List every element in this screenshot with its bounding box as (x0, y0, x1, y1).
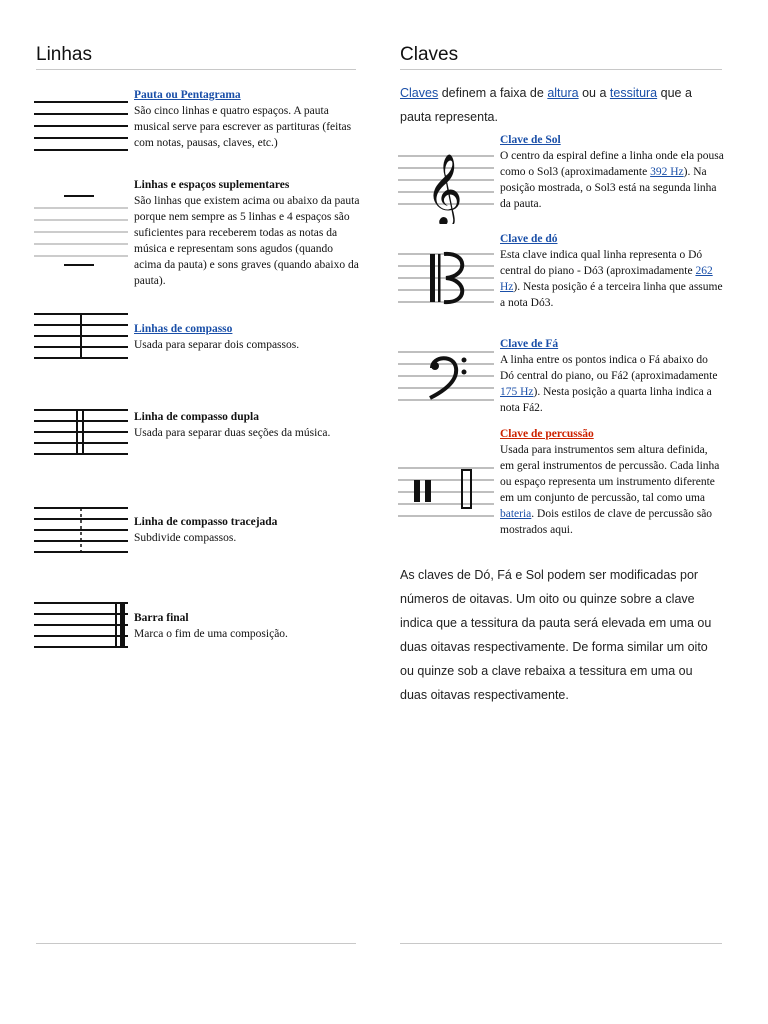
double-bar-line-icon (34, 408, 128, 458)
bar-line-icon (34, 312, 128, 362)
clave-fa-link[interactable]: Clave de Fá (500, 338, 559, 350)
clave-fa-desc-a: A linha entre os pontos indica o Fá abaixo do Dó central do piano, ou Fá2 (aproximadamente (500, 354, 718, 382)
claves-link[interactable]: Claves (400, 86, 439, 100)
clave-do-desc-b: ). Nesta posição é a terceira linha que assume a nota Dó3. (500, 281, 723, 309)
pauta-desc: São cinco linhas e quatro espaços. A pauta musical serve para escrever as partituras (feitas com notas, pausas, claves, etc.) (134, 105, 352, 149)
percussion-clef-icon (398, 464, 494, 520)
clave-sol-desc-b: ). Na posição mostrada, o Sol3 está na segunda linha da pauta. (500, 166, 717, 210)
item-barra-final (134, 610, 356, 642)
clave-do-link[interactable]: Clave de dó (500, 233, 558, 245)
item-clave-fa (500, 336, 724, 416)
right-bottom-rule (400, 943, 722, 944)
suplementares-desc: São linhas que existem acima ou abaixo da pauta porque nem sempre as 5 linhas e 4 espaços são suficientes para receberem todas as notas da música e representam sons agudos (quando acima da pauta) e sons graves (quando abaixo da pauta). (134, 195, 360, 287)
dashed-bar-line-icon (34, 506, 128, 556)
item-pauta (134, 87, 356, 151)
item-compasso-dupla (134, 409, 356, 441)
pauta-link[interactable]: Pauta ou Pentagrama (134, 89, 241, 101)
item-suplementares (134, 177, 360, 289)
claves-intro (400, 81, 722, 129)
clave-percussao-desc-b: . Dois estilos de clave de percussão são mostrados aqui. (500, 508, 713, 536)
item-clave-sol (500, 132, 724, 212)
treble-clef-glyph: 𝄞 (426, 152, 463, 224)
linhas-heading: Linhas (36, 44, 92, 65)
clave-sol-desc-a: O centro da espiral define a linha onde ela pousa como o Sol3 (aproximadamente (500, 150, 724, 178)
clave-percussao-link[interactable]: Clave de percussão (500, 428, 594, 440)
tessitura-link[interactable]: tessitura (609, 86, 658, 100)
compasso-dupla-desc: Usada para separar duas seções da música. (134, 427, 331, 439)
bateria-link[interactable]: bateria (500, 508, 532, 520)
item-clave-do (500, 231, 724, 311)
clave-do-desc-a: Esta clave indica qual linha representa o Dó central do piano - Dó3 (aproximadamente (500, 249, 703, 277)
hz-392-link[interactable]: 392 Hz (650, 166, 684, 178)
item-compasso (134, 321, 356, 353)
item-compasso-tracejada (134, 514, 356, 546)
hz-262-link[interactable]: 262 Hz (500, 265, 713, 293)
clave-fa-desc-b: ). Nesta posição a quarta linha indica a nota Fá2. (500, 386, 712, 414)
altura-link[interactable]: altura (547, 86, 579, 100)
left-bottom-rule (36, 943, 356, 944)
barra-final-desc: Marca o fim de uma composição. (134, 628, 288, 640)
staff-pentagram-icon (34, 100, 128, 154)
bass-clef-icon (398, 348, 494, 404)
final-bar-icon (34, 601, 128, 651)
ledger-lines-icon (34, 190, 128, 270)
compasso-desc: Usada para separar dois compassos. (134, 339, 300, 351)
intro-text-1: definem a faixa de (438, 86, 548, 100)
clave-sol-link[interactable]: Clave de Sol (500, 134, 561, 146)
clave-percussao-desc-a: Usada para instrumentos sem altura definida, em geral instrumentos de percussão. Cada linha ou espaço representa um instrumento diferente em um conjunto de percussão, tal como uma (500, 444, 720, 504)
hz-175-link[interactable]: 175 Hz (500, 386, 534, 398)
item-clave-percussao (500, 426, 724, 538)
claves-heading: Claves (400, 44, 459, 65)
intro-text-3: que a pauta representa. (400, 86, 692, 124)
compasso-dupla-title: Linha de compasso dupla (134, 411, 259, 423)
compasso-link[interactable]: Linhas de compasso (134, 323, 233, 335)
treble-clef-icon (398, 138, 494, 224)
compasso-tracejada-desc: Subdivide compassos. (134, 532, 237, 544)
alto-clef-icon (398, 250, 494, 306)
barra-final-title: Barra final (134, 612, 189, 624)
suplementares-title: Linhas e espaços suplementares (134, 179, 290, 191)
claves-heading-rule (400, 69, 722, 70)
intro-text-2: ou a (578, 86, 610, 100)
linhas-heading-rule (36, 69, 356, 70)
compasso-tracejada-title: Linha de compasso tracejada (134, 516, 278, 528)
claves-outro: As claves de Dó, Fá e Sol podem ser modificadas por números de oitavas. Um oito ou quinze sobre a clave indica que a tessitura da pauta será elevada em uma ou duas oitavas respectivamente. De forma similar um oito ou quinze sob a clave rebaixa a tessitura em uma ou duas oitavas respectivamente. (400, 568, 712, 702)
